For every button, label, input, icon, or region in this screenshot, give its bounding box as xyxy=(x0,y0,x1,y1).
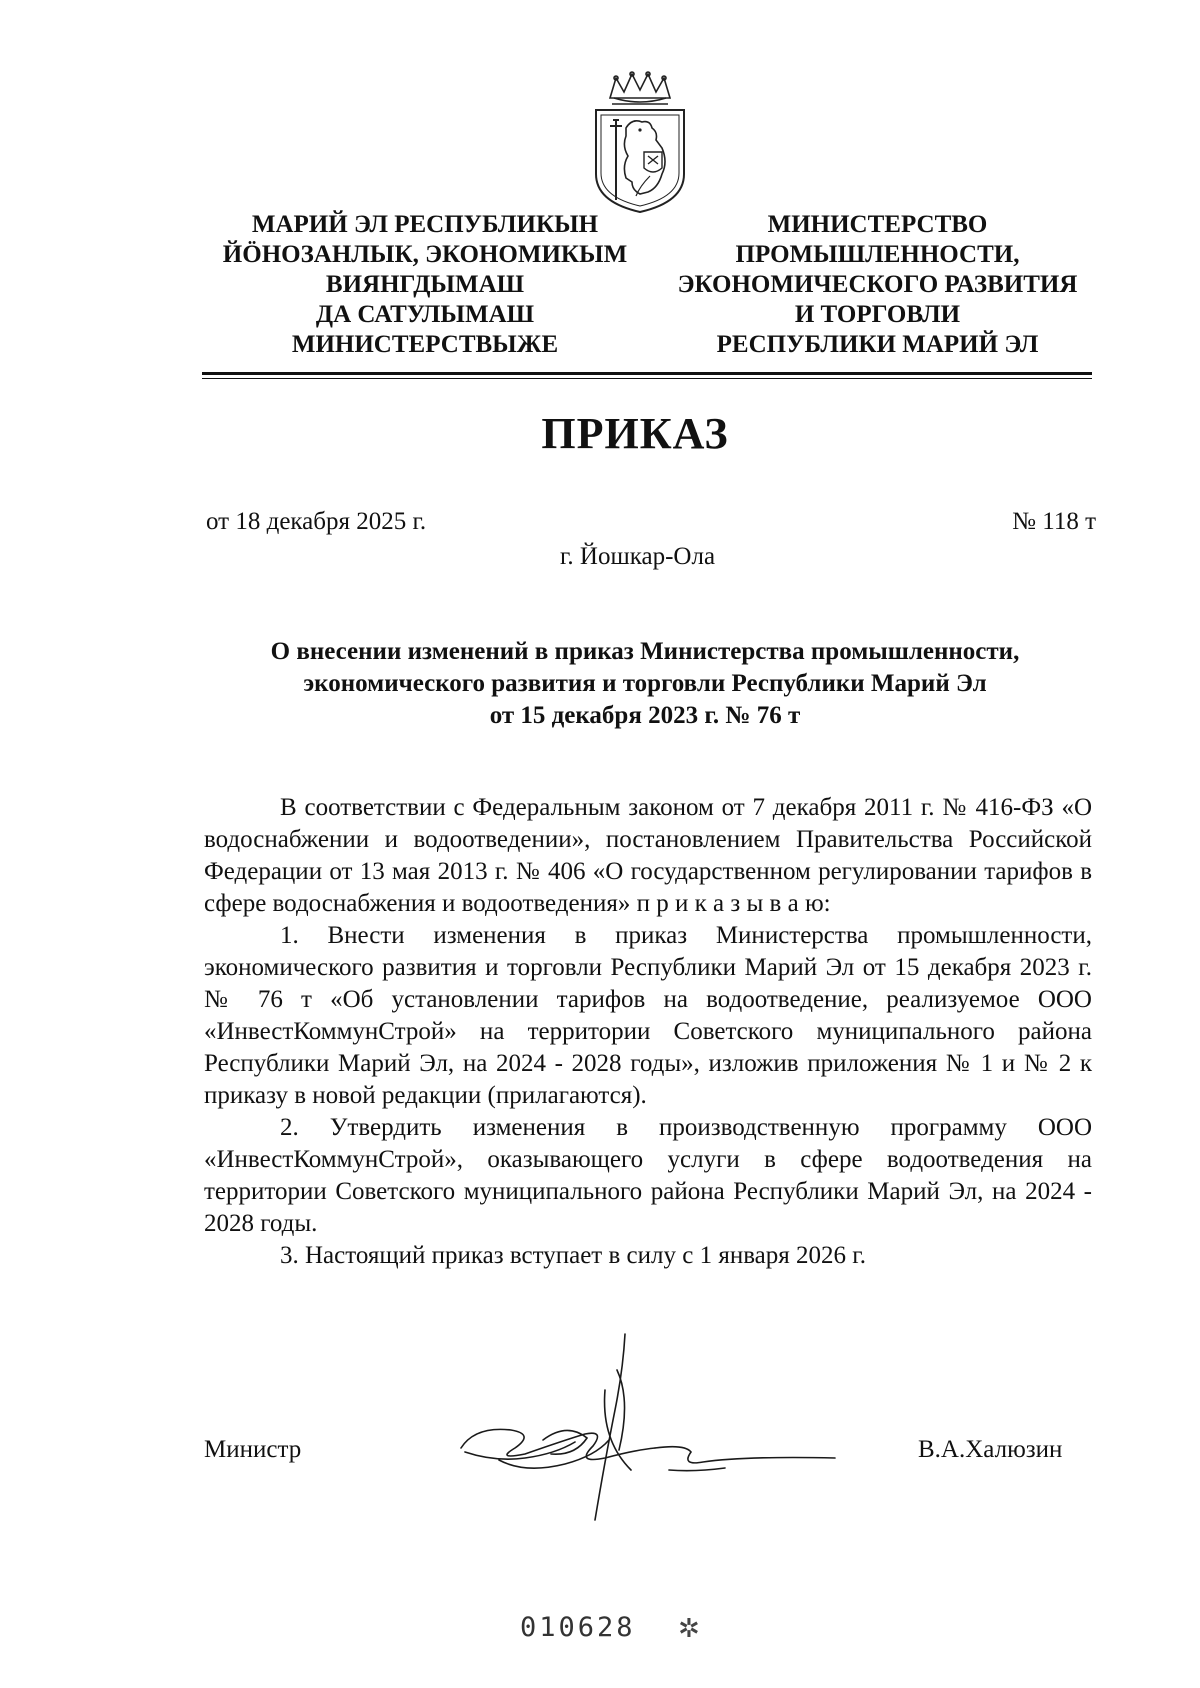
body-paragraph-item-2: 2. Утвердить изменения в производственную программу ООО «ИнвестКоммунСтрой», оказывающего услуги в сфере водоотведения на территории Советского муниципального района Республики Марий Эл, на 2024 - 2028 годы. xyxy=(204,1114,1092,1237)
org-name-mari-line: ЙÖНОЗАНЛЫК, ЭКОНОМИКЫМ xyxy=(222,241,628,268)
handwritten-signature xyxy=(455,1330,875,1530)
document-serial-number: 010628 xyxy=(520,1612,636,1643)
org-name-mari xyxy=(210,210,640,360)
body-paragraph-item-1: 1. Внести изменения в приказ Министерства промышленности, экономического развития и торговли Республики Марий Эл от 15 декабря 2023 г. № 76 т «Об установлении тарифов на водоотведение, реализуемое ООО «ИнвестКоммунСтрой» на территории Советского муниципального района Республики Марий Эл, на 2024 - 2028 годы», изложив приложения № 1 и № 2 к приказу в новой редакции (прилагаются). xyxy=(204,922,1092,1109)
header-divider-thin xyxy=(202,378,1092,379)
org-name-mari-line: ДА САТУЛЫМАШ xyxy=(315,301,535,328)
document-heading-line: экономического развития и торговли Республики Марий Эл xyxy=(303,670,987,697)
org-name-mari-line: ВИЯНГДЫМАШ xyxy=(325,271,525,298)
org-name-russian-line: И ТОРГОВЛИ xyxy=(794,301,961,328)
coat-of-arms-icon xyxy=(592,70,688,216)
document-heading-line: от 15 декабря 2023 г. № 76 т xyxy=(489,702,801,729)
document-number: № 118 т xyxy=(1012,508,1096,535)
signatory-name: В.А.Халюзин xyxy=(918,1436,1063,1463)
body-paragraph-preamble: В соответствии с Федеральным законом от 7 декабря 2011 г. № 416-ФЗ «О водоснабжении и водоотведении», постановлением Правительства Российской Федерации от 13 мая 2013 г. № 406 «О государственном регулировании тарифов в сфере водоснабжения и водоотведения» п р и к а з ы в а ю: xyxy=(204,794,1092,917)
org-name-mari-line: МАРИЙ ЭЛ РЕСПУБЛИКЫН xyxy=(251,211,599,238)
org-name-russian-line: ЭКОНОМИЧЕСКОГО РАЗВИТИЯ xyxy=(677,271,1078,298)
serial-mark-icon: ✲ xyxy=(678,1614,700,1644)
org-name-mari-line: МИНИСТЕРСТВЫЖЕ xyxy=(291,331,559,358)
document-date: от 18 декабря 2025 г. xyxy=(206,508,427,535)
document-city: г. Йошкар-Ола xyxy=(560,543,716,570)
document-title: ПРИКАЗ xyxy=(541,409,729,458)
document-body xyxy=(204,792,1092,1272)
body-paragraph-item-3: 3. Настоящий приказ вступает в силу с 1 января 2026 г. xyxy=(280,1242,866,1269)
org-name-russian-line: МИНИСТЕРСТВО xyxy=(767,211,988,238)
header-divider-thick xyxy=(202,372,1092,375)
document-heading-line: О внесении изменений в приказ Министерства промышленности, xyxy=(270,638,1020,665)
org-name-russian-line: РЕСПУБЛИКИ МАРИЙ ЭЛ xyxy=(716,331,1039,358)
signatory-position: Министр xyxy=(204,1436,302,1463)
org-name-russian-line: ПРОМЫШЛЕННОСТИ, xyxy=(735,241,1020,268)
org-name-russian xyxy=(655,210,1100,360)
document-heading xyxy=(200,636,1090,732)
